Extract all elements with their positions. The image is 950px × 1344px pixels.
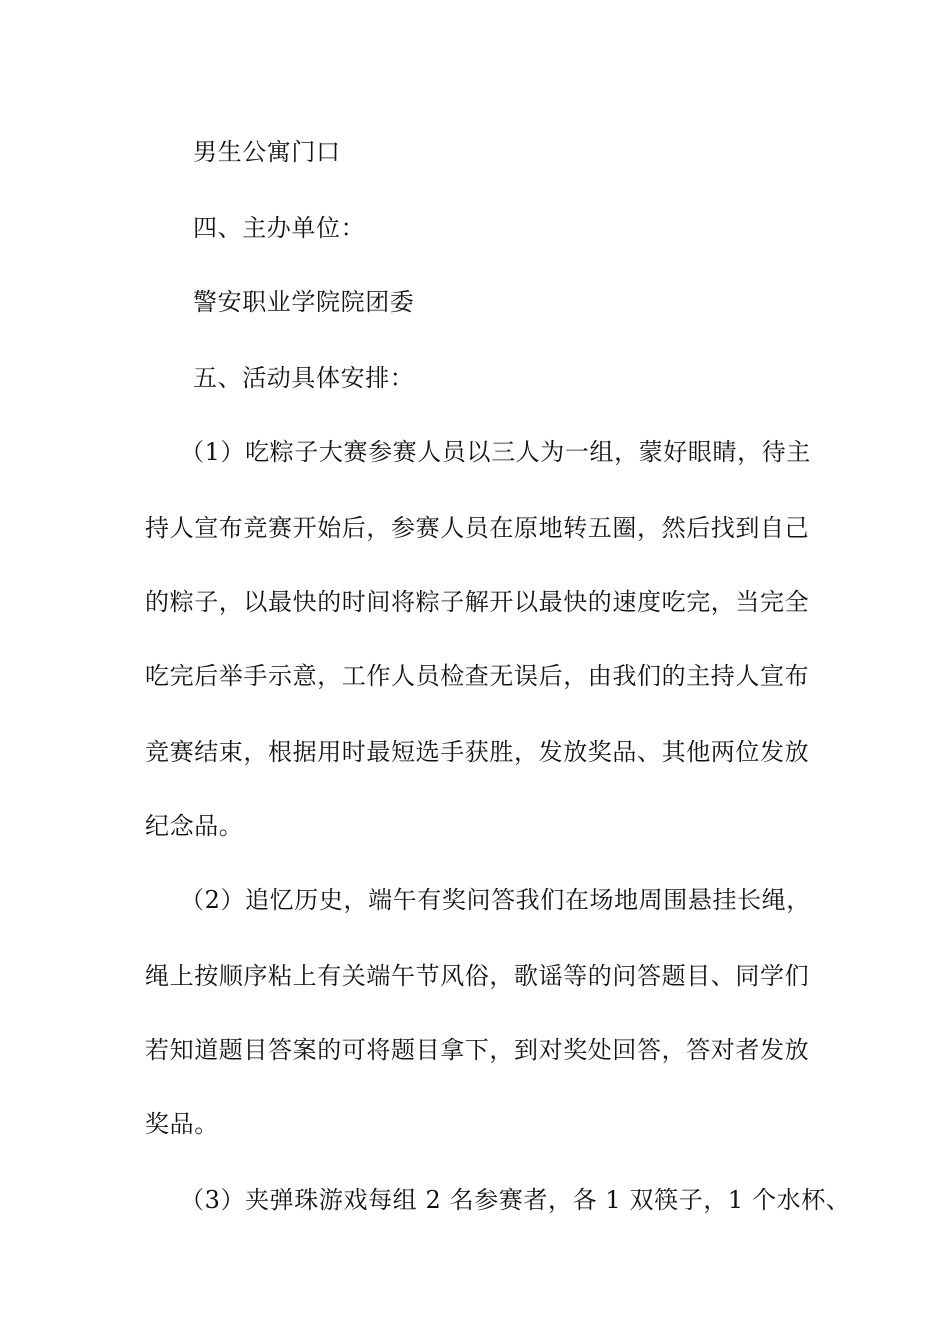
section-heading-arrangement: 五、活动具体安排：	[193, 364, 415, 392]
paragraph-1-line-6: 纪念品。	[145, 812, 244, 840]
paragraph-1-line-3: 的粽子，以最快的时间将粽子解开以最快的速度吃完，当完全	[145, 588, 810, 616]
paragraph-1-line-1: （1）吃粽子大赛参赛人员以三人为一组，蒙好眼睛，待主	[180, 438, 811, 466]
paragraph-3-line-1: （3）夹弹珠游戏每组 2 名参赛者，各 1 双筷子，1 个水杯、	[180, 1186, 851, 1214]
paragraph-2-line-1: （2）追忆历史，端午有奖问答我们在场地周围悬挂长绳，	[180, 886, 811, 914]
paragraph-2-line-4: 奖品。	[145, 1110, 219, 1138]
paragraph-1-line-2: 持人宣布竞赛开始后，参赛人员在原地转五圈，然后找到自己	[145, 514, 810, 542]
text-line-venue: 男生公寓门口	[193, 138, 341, 166]
section-heading-organizer: 四、主办单位：	[193, 214, 366, 242]
paragraph-1-line-5: 竞赛结束，根据用时最短选手获胜，发放奖品、其他两位发放	[145, 738, 810, 766]
paragraph-2-line-2: 绳上按顺序粘上有关端午节风俗，歌谣等的问答题目、同学们	[145, 962, 810, 990]
paragraph-2-line-3: 若知道题目答案的可将题目拿下，到对奖处回答，答对者发放	[145, 1036, 810, 1064]
paragraph-1-line-4: 吃完后举手示意，工作人员检查无误后，由我们的主持人宣布	[145, 662, 810, 690]
text-line-organizer: 警安职业学院院团委	[193, 288, 415, 316]
